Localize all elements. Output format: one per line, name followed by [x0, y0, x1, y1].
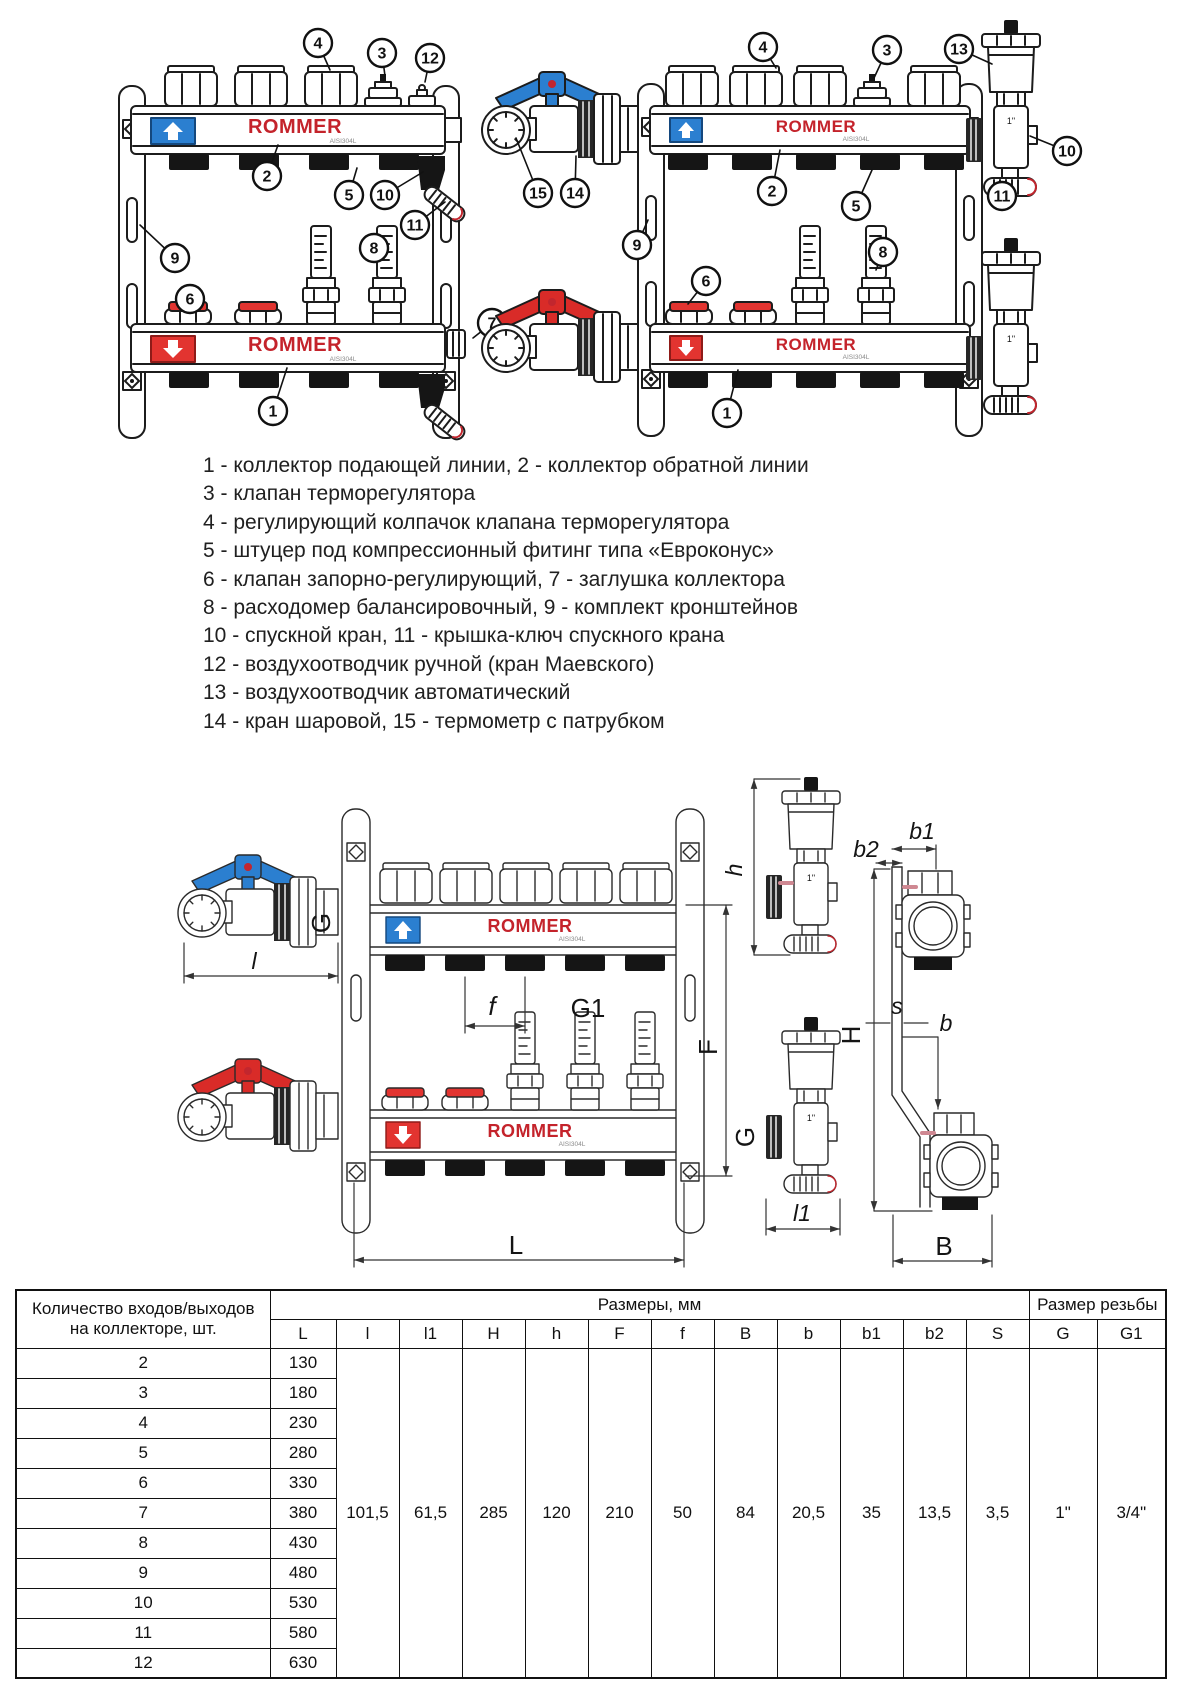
col-header-h: h [525, 1319, 588, 1348]
cell-count: 3 [16, 1378, 270, 1408]
callout-8 [360, 234, 388, 262]
cell-b: 20,5 [777, 1348, 840, 1678]
legend-line: 6 - клапан запорно-регулирующий, 7 - заглушка коллектора [203, 567, 785, 591]
cell-L: 280 [270, 1438, 336, 1468]
ball-valve-dim-red [178, 1059, 338, 1151]
cell-count: 6 [16, 1468, 270, 1498]
col-header-G1: G1 [1097, 1319, 1166, 1348]
cell-B: 84 [714, 1348, 777, 1678]
cell-count: 2 [16, 1348, 270, 1378]
svg-text:5: 5 [851, 198, 861, 216]
cell-count: 4 [16, 1408, 270, 1438]
svg-text:13: 13 [950, 41, 968, 59]
col-header-G: G [1029, 1319, 1097, 1348]
dim-label-b2: b2 [853, 836, 879, 862]
col-header-count: Количество входов/выходов на коллекторе, шт. [16, 1290, 270, 1348]
col-header-B: B [714, 1319, 777, 1348]
cell-count: 11 [16, 1618, 270, 1648]
dim-label-h: h [721, 863, 747, 877]
dim-label-B: B [935, 1231, 953, 1261]
svg-text:1: 1 [268, 403, 278, 421]
brand-logo-sub: AISI304L [558, 936, 586, 943]
cell-H: 285 [462, 1348, 525, 1678]
cell-b2: 13,5 [903, 1348, 966, 1678]
svg-text:9: 9 [170, 250, 180, 268]
brand-logo-sub: AISI304L [329, 356, 357, 363]
col-header-l: l [336, 1319, 399, 1348]
svg-text:8: 8 [369, 240, 379, 258]
manifold-front-view [342, 809, 732, 1267]
callout-11 [988, 182, 1016, 210]
callout-4 [749, 33, 777, 68]
manifold-side-view [836, 818, 998, 1267]
callout-9 [140, 225, 189, 272]
brand-logo: ROMMER [247, 116, 343, 138]
callout-3 [368, 39, 396, 76]
bracket-left [342, 809, 370, 1233]
svg-text:5: 5 [344, 187, 354, 205]
svg-text:3: 3 [882, 42, 892, 60]
cell-L: 630 [270, 1648, 336, 1678]
manifold-figure-right [480, 20, 1100, 450]
dim-label-G2: G [730, 1126, 760, 1148]
svg-text:2: 2 [262, 168, 272, 186]
svg-text:4: 4 [758, 39, 768, 57]
col-header-l1: l1 [399, 1319, 462, 1348]
cell-count: 7 [16, 1498, 270, 1528]
dim-label-b1: b1 [909, 818, 935, 844]
col-header-S: S [966, 1319, 1029, 1348]
dimension-drawing [80, 765, 1100, 1280]
callout-10 [371, 172, 423, 209]
callout-5 [335, 168, 363, 209]
dim-label-f: f [488, 991, 496, 1021]
cell-count: 9 [16, 1558, 270, 1588]
legend-line: 3 - клапан терморегулятора [203, 482, 476, 506]
cell-L: 430 [270, 1528, 336, 1558]
cell-L: 330 [270, 1468, 336, 1498]
svg-text:3: 3 [377, 45, 387, 63]
group-header-thread: Размер резьбы [1029, 1290, 1166, 1319]
ball-valve-dim-blue [178, 855, 338, 983]
legend-line: 1 - коллектор подающей линии, 2 - коллектор обратной линии [203, 454, 809, 477]
svg-text:7: 7 [487, 315, 497, 333]
cell-L: 580 [270, 1618, 336, 1648]
dim-label-G1: G1 [570, 993, 606, 1023]
svg-text:8: 8 [878, 244, 888, 262]
legend-line: 12 - воздухоотводчик ручной (кран Маевского) [203, 652, 655, 676]
brand-logo: ROMMER [775, 335, 857, 354]
svg-text:2: 2 [767, 183, 777, 201]
col-header-f: f [651, 1319, 714, 1348]
cell-L: 180 [270, 1378, 336, 1408]
parts-legend [203, 452, 809, 736]
svg-text:10: 10 [1058, 143, 1076, 161]
svg-text:9: 9 [632, 237, 642, 255]
flow-meter [303, 226, 339, 324]
ball-valves [482, 72, 642, 382]
svg-text:10: 10 [376, 187, 394, 205]
cell-count: 10 [16, 1588, 270, 1618]
dim-label-L: L [508, 1230, 524, 1260]
svg-text:15: 15 [529, 185, 547, 203]
cell-L: 130 [270, 1348, 336, 1378]
col-header-F: F [588, 1319, 651, 1348]
col-header-b2: b2 [903, 1319, 966, 1348]
cell-G: 1" [1029, 1348, 1097, 1678]
cell-G1: 3/4" [1097, 1348, 1166, 1678]
cell-L: 530 [270, 1588, 336, 1618]
col-header-L: L [270, 1319, 336, 1348]
svg-text:1: 1 [722, 405, 732, 423]
legend-line: 8 - расходомер балансировочный, 9 - комплект кронштейнов [203, 596, 799, 620]
cell-S: 3,5 [966, 1348, 1029, 1678]
cell-h: 120 [525, 1348, 588, 1678]
svg-text:6: 6 [185, 291, 195, 309]
brand-logo-sub: AISI304L [842, 136, 870, 143]
cell-l: 101,5 [336, 1348, 399, 1678]
cell-count: 5 [16, 1438, 270, 1468]
legend-line: 13 - воздухоотводчик автоматический [203, 681, 571, 705]
legend-line: 10 - спускной кран, 11 - крышка-ключ спускного крана [203, 624, 725, 648]
svg-text:11: 11 [993, 188, 1011, 206]
ball-valve-blue [482, 72, 642, 164]
cell-b1: 35 [840, 1348, 903, 1678]
cell-f: 50 [651, 1348, 714, 1678]
manifold-figure-left [95, 20, 505, 450]
dimensions-table [15, 1289, 1167, 1679]
air-vent-dim-top [721, 777, 840, 955]
svg-text:11: 11 [406, 217, 424, 235]
callout-5 [842, 170, 872, 220]
brand-logo: ROMMER [487, 1121, 573, 1141]
callout-12 [416, 44, 444, 82]
dim-label-l1: l1 [793, 1200, 811, 1226]
callout-6 [176, 285, 204, 313]
cell-L: 480 [270, 1558, 336, 1588]
brand-logo: ROMMER [247, 334, 343, 356]
legend-line: 14 - кран шаровой, 15 - термометр с патрубком [203, 709, 665, 733]
brand-logo: ROMMER [487, 916, 573, 936]
cell-F: 210 [588, 1348, 651, 1678]
cell-count: 12 [16, 1648, 270, 1678]
flow-meter [567, 1012, 603, 1110]
col-header-H: H [462, 1319, 525, 1348]
ball-valve-red [482, 290, 642, 382]
group-header-sizes: Размеры, мм [270, 1290, 1029, 1319]
table-row [16, 1348, 1166, 1378]
cell-L: 380 [270, 1498, 336, 1528]
air-vent-dim-bottom [730, 1017, 840, 1235]
dim-label-F: F [693, 1039, 723, 1055]
brand-logo-sub: AISI304L [329, 138, 357, 145]
brand-logo-sub: AISI304L [842, 354, 870, 361]
brand-logo: ROMMER [775, 117, 857, 136]
callout-14 [561, 156, 589, 207]
thermostatic-valve [854, 74, 890, 106]
svg-text:14: 14 [566, 185, 584, 203]
callout-4 [304, 29, 332, 70]
cell-count: 8 [16, 1528, 270, 1558]
manual-air-vent [409, 85, 435, 106]
svg-text:4: 4 [313, 35, 323, 53]
legend-line: 5 - штуцер под компрессионный фитинг типа «Евроконус» [203, 539, 774, 563]
collector-plug [447, 330, 465, 358]
flow-meter [792, 226, 828, 324]
thermostatic-valve [365, 74, 401, 106]
dim-label-b: b [939, 1010, 953, 1036]
bracket-right [676, 809, 704, 1233]
col-header-b: b [777, 1319, 840, 1348]
flow-meter [627, 1012, 663, 1110]
dim-label-s: s [891, 993, 903, 1019]
brand-logo-sub: AISI304L [558, 1141, 586, 1148]
dim-label-l: l [251, 948, 257, 974]
dim-label-G: G [306, 912, 336, 934]
cell-l1: 61,5 [399, 1348, 462, 1678]
cell-L: 230 [270, 1408, 336, 1438]
callout-3 [873, 36, 901, 78]
callout-6 [688, 267, 720, 304]
col-header-b1: b1 [840, 1319, 903, 1348]
svg-text:12: 12 [421, 50, 439, 68]
legend-line: 4 - регулирующий колпачок клапана терморегулятора [203, 510, 730, 534]
svg-text:6: 6 [701, 273, 711, 291]
dim-label-H: H [836, 1025, 866, 1045]
